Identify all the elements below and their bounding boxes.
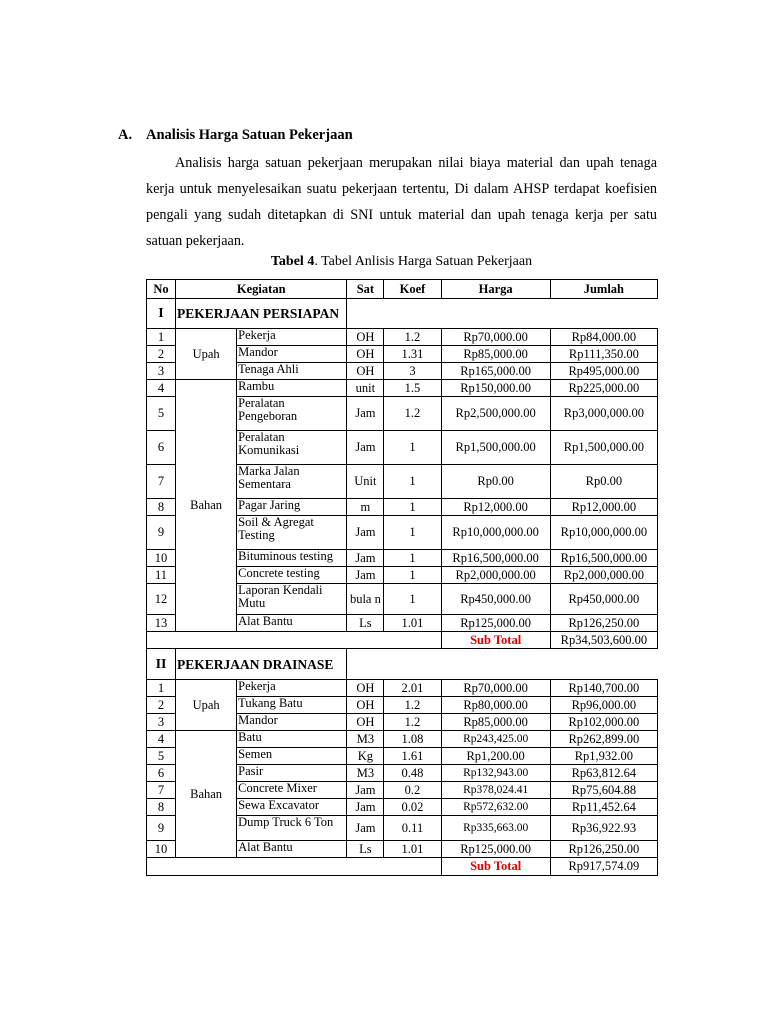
- row-harga: Rp132,943.00: [441, 765, 550, 782]
- row-koef: 1.01: [384, 841, 441, 858]
- row-koef: 1: [384, 516, 441, 550]
- row-item: Soil & Agregat Testing: [237, 516, 347, 550]
- row-no: 6: [147, 431, 176, 465]
- row-koef: 1.61: [384, 748, 441, 765]
- row-jumlah: Rp1,932.00: [550, 748, 657, 765]
- header-sat: Sat: [347, 280, 384, 299]
- row-harga: Rp70,000.00: [441, 680, 550, 697]
- row-jumlah: Rp36,922.93: [550, 816, 657, 841]
- row-no: 2: [147, 697, 176, 714]
- row-harga: Rp85,000.00: [441, 714, 550, 731]
- row-sat: Jam: [347, 799, 384, 816]
- row-harga: Rp450,000.00: [441, 584, 550, 615]
- subtotal-label: Sub Total: [441, 632, 550, 649]
- row-no: 8: [147, 499, 176, 516]
- row-harga: Rp125,000.00: [441, 841, 550, 858]
- row-no: 9: [147, 816, 176, 841]
- row-no: 10: [147, 841, 176, 858]
- header-koef: Koef: [384, 280, 441, 299]
- section-title: PEKERJAAN DRAINASE: [176, 649, 347, 680]
- row-jumlah: Rp3,000,000.00: [550, 397, 657, 431]
- row-item: Concrete testing: [237, 567, 347, 584]
- section-2: [147, 649, 658, 876]
- row-item: Rambu: [237, 380, 347, 397]
- section-numeral: I: [147, 299, 176, 329]
- row-harga: Rp335,663.00: [441, 816, 550, 841]
- row-no: 5: [147, 748, 176, 765]
- row-item: Laporan Kendali Mutu: [237, 584, 347, 615]
- row-no: 4: [147, 731, 176, 748]
- row-sat: m: [347, 499, 384, 516]
- row-koef: 1: [384, 567, 441, 584]
- subtotal-value: Rp917,574.09: [550, 858, 657, 876]
- row-harga: Rp2,500,000.00: [441, 397, 550, 431]
- intro-paragraph: Analisis harga satuan pekerjaan merupakan nilai biaya material dan upah tenaga kerja untuk menyelesaikan suatu pekerjaan tertentu, Di dalam AHSP terdapat koefisien pengali yang sudah ditetapkan di SNI untuk material dan upah tenaga kerja per satu satuan pekerjaan.: [146, 155, 657, 249]
- row-jumlah: Rp12,000.00: [550, 499, 657, 516]
- subtotal-blank: [147, 632, 442, 649]
- row-koef: 1.01: [384, 615, 441, 632]
- row-koef: 1.2: [384, 329, 441, 346]
- row-harga: Rp70,000.00: [441, 329, 550, 346]
- row-sat: Jam: [347, 516, 384, 550]
- row-jumlah: Rp16,500,000.00: [550, 550, 657, 567]
- section-number: A.: [118, 127, 133, 143]
- row-no: 4: [147, 380, 176, 397]
- row-item: Pagar Jaring: [237, 499, 347, 516]
- row-item: Bituminous testing: [237, 550, 347, 567]
- row-no: 13: [147, 615, 176, 632]
- row-koef: 1: [384, 465, 441, 499]
- row-koef: 1.2: [384, 714, 441, 731]
- row-sat: OH: [347, 697, 384, 714]
- row-jumlah: Rp84,000.00: [550, 329, 657, 346]
- row-no: 3: [147, 363, 176, 380]
- row-koef: 1.5: [384, 380, 441, 397]
- row-koef: 0.2: [384, 782, 441, 799]
- row-item: Pekerja: [237, 680, 347, 697]
- subtotal-row: [147, 632, 658, 649]
- table-row: [147, 731, 658, 748]
- table-header-row: [147, 280, 658, 299]
- row-harga: Rp243,425.00: [441, 731, 550, 748]
- group-label: Bahan: [176, 731, 237, 858]
- row-jumlah: Rp262,899.00: [550, 731, 657, 748]
- row-sat: unit: [347, 380, 384, 397]
- row-item: Dump Truck 6 Ton: [237, 816, 347, 841]
- row-jumlah: Rp11,452.64: [550, 799, 657, 816]
- section-heading: [118, 127, 353, 144]
- subtotal-label: Sub Total: [441, 858, 550, 876]
- row-item: Batu: [237, 731, 347, 748]
- row-no: 1: [147, 329, 176, 346]
- row-sat: M3: [347, 731, 384, 748]
- group-label: Upah: [176, 329, 237, 380]
- row-sat: OH: [347, 363, 384, 380]
- row-koef: 3: [384, 363, 441, 380]
- row-koef: 1.31: [384, 346, 441, 363]
- row-jumlah: Rp126,250.00: [550, 615, 657, 632]
- row-item: Alat Bantu: [237, 615, 347, 632]
- header-jumlah: Jumlah: [550, 280, 657, 299]
- row-no: 2: [147, 346, 176, 363]
- row-harga: Rp165,000.00: [441, 363, 550, 380]
- row-sat: OH: [347, 329, 384, 346]
- row-koef: 1: [384, 499, 441, 516]
- row-item: Semen: [237, 748, 347, 765]
- row-jumlah: Rp111,350.00: [550, 346, 657, 363]
- row-sat: Unit: [347, 465, 384, 499]
- row-item: Tenaga Ahli: [237, 363, 347, 380]
- row-harga: Rp378,024.41: [441, 782, 550, 799]
- group-label: Upah: [176, 680, 237, 731]
- row-sat: OH: [347, 346, 384, 363]
- table-caption: [146, 254, 657, 270]
- row-sat: Kg: [347, 748, 384, 765]
- row-jumlah: Rp450,000.00: [550, 584, 657, 615]
- row-harga: Rp16,500,000.00: [441, 550, 550, 567]
- table-row: [147, 329, 658, 346]
- row-no: 11: [147, 567, 176, 584]
- row-koef: 0.02: [384, 799, 441, 816]
- row-harga: Rp125,000.00: [441, 615, 550, 632]
- row-koef: 0.11: [384, 816, 441, 841]
- row-jumlah: Rp495,000.00: [550, 363, 657, 380]
- row-jumlah: Rp63,812.64: [550, 765, 657, 782]
- row-item: Pasir: [237, 765, 347, 782]
- section-numeral: II: [147, 649, 176, 680]
- row-jumlah: Rp0.00: [550, 465, 657, 499]
- row-koef: 1: [384, 584, 441, 615]
- row-jumlah: Rp140,700.00: [550, 680, 657, 697]
- row-harga: Rp12,000.00: [441, 499, 550, 516]
- row-no: 8: [147, 799, 176, 816]
- row-harga: Rp2,000,000.00: [441, 567, 550, 584]
- row-item: Concrete Mixer: [237, 782, 347, 799]
- row-sat: OH: [347, 680, 384, 697]
- row-sat: Jam: [347, 550, 384, 567]
- section-1: [147, 299, 658, 649]
- row-sat: OH: [347, 714, 384, 731]
- group-label: Bahan: [176, 380, 237, 632]
- row-jumlah: Rp96,000.00: [550, 697, 657, 714]
- subtotal-blank: [147, 858, 442, 876]
- row-harga: Rp1,500,000.00: [441, 431, 550, 465]
- row-sat: Ls: [347, 615, 384, 632]
- row-item: Pekerja: [237, 329, 347, 346]
- row-koef: 1: [384, 550, 441, 567]
- section-title-blank: [347, 649, 658, 680]
- row-harga: Rp1,200.00: [441, 748, 550, 765]
- row-harga: Rp85,000.00: [441, 346, 550, 363]
- row-koef: 1.2: [384, 397, 441, 431]
- row-harga: Rp80,000.00: [441, 697, 550, 714]
- row-no: 6: [147, 765, 176, 782]
- row-no: 1: [147, 680, 176, 697]
- row-sat: M3: [347, 765, 384, 782]
- section-title: PEKERJAAN PERSIAPAN: [176, 299, 347, 329]
- row-sat: Jam: [347, 816, 384, 841]
- table-caption-label: Tabel 4: [270, 254, 315, 269]
- row-no: 9: [147, 516, 176, 550]
- section-title: Analisis Harga Satuan Pekerjaan: [146, 127, 353, 143]
- row-item: Alat Bantu: [237, 841, 347, 858]
- row-jumlah: Rp1,500,000.00: [550, 431, 657, 465]
- row-sat: bula n: [347, 584, 384, 615]
- row-no: 3: [147, 714, 176, 731]
- table-row: [147, 380, 658, 397]
- row-item: Tukang Batu: [237, 697, 347, 714]
- row-sat: Jam: [347, 567, 384, 584]
- table-row: [147, 680, 658, 697]
- section-title-row: [147, 649, 658, 680]
- row-item: Mandor: [237, 346, 347, 363]
- row-koef: 1: [384, 431, 441, 465]
- row-item: Peralatan Pengeboran: [237, 397, 347, 431]
- row-sat: Ls: [347, 841, 384, 858]
- row-jumlah: Rp102,000.00: [550, 714, 657, 731]
- row-sat: Jam: [347, 431, 384, 465]
- row-no: 5: [147, 397, 176, 431]
- row-item: Peralatan Komunikasi: [237, 431, 347, 465]
- row-item: Sewa Excavator: [237, 799, 347, 816]
- row-koef: 1.08: [384, 731, 441, 748]
- section-title-blank: [347, 299, 658, 329]
- table-caption-text: . Tabel Anlisis Harga Satuan Pekerjaan: [314, 254, 533, 269]
- row-harga: Rp150,000.00: [441, 380, 550, 397]
- header-harga: Harga: [441, 280, 550, 299]
- section-title-row: [147, 299, 658, 329]
- row-jumlah: Rp225,000.00: [550, 380, 657, 397]
- subtotal-row: [147, 858, 658, 876]
- row-jumlah: Rp10,000,000.00: [550, 516, 657, 550]
- header-kegiatan: Kegiatan: [176, 280, 347, 299]
- row-jumlah: Rp2,000,000.00: [550, 567, 657, 584]
- ahsp-table: [146, 279, 658, 876]
- row-no: 7: [147, 782, 176, 799]
- row-jumlah: Rp75,604.88: [550, 782, 657, 799]
- row-jumlah: Rp126,250.00: [550, 841, 657, 858]
- row-item: Marka Jalan Sementara: [237, 465, 347, 499]
- row-harga: Rp0.00: [441, 465, 550, 499]
- subtotal-value: Rp34,503,600.00: [550, 632, 657, 649]
- row-koef: 0.48: [384, 765, 441, 782]
- header-no: No: [147, 280, 176, 299]
- row-no: 12: [147, 584, 176, 615]
- row-koef: 1.2: [384, 697, 441, 714]
- row-no: 10: [147, 550, 176, 567]
- row-koef: 2.01: [384, 680, 441, 697]
- row-item: Mandor: [237, 714, 347, 731]
- row-sat: Jam: [347, 782, 384, 799]
- row-harga: Rp10,000,000.00: [441, 516, 550, 550]
- row-harga: Rp572,632.00: [441, 799, 550, 816]
- row-sat: Jam: [347, 397, 384, 431]
- row-no: 7: [147, 465, 176, 499]
